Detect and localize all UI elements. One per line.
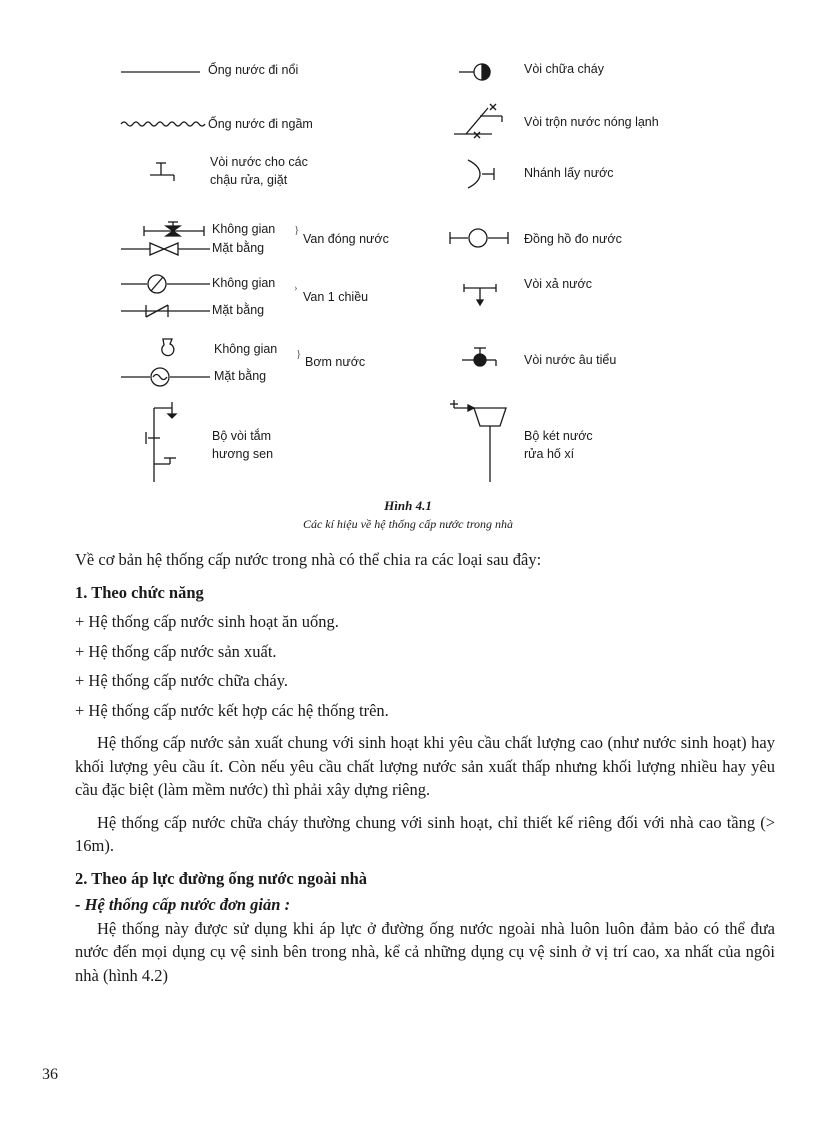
- subsection-heading: - Hệ thống cấp nước đơn giản :: [75, 895, 291, 914]
- label-mixing-faucet: Vòi trộn nước nóng lạnh: [524, 115, 659, 129]
- label-flush-tank-1: Bộ két nước: [524, 429, 593, 443]
- section-2-heading: 2. Theo áp lực đường ống nước ngoài nhà: [75, 868, 368, 888]
- label-pump-plan: Mặt bằng: [214, 369, 267, 383]
- shower-set-icon: [140, 400, 186, 486]
- label-check-valve: Van 1 chiều: [303, 290, 369, 304]
- brace: }: [296, 348, 302, 360]
- water-meter-icon: [448, 228, 512, 248]
- label-valve-space: Không gian: [212, 222, 276, 236]
- sink-faucet-icon: [148, 158, 182, 186]
- label-pump: Bơm nước: [305, 355, 366, 369]
- paragraph-simple-system: Hệ thống này được sử dụng khi áp lực ở đường ống nước ngoài nhà luôn luôn đảm bảo có thể đưa nước đến mọi dụng cụ vệ sinh bên trong nhà, kể cả những dụng cụ vệ sinh ở vị trí cao, xa nhất của ngôi nhà (hình 4.2): [75, 918, 775, 985]
- label-valve-plan: Mặt bằng: [212, 241, 265, 255]
- flush-tank-icon: [448, 398, 512, 486]
- paragraph-production: Hệ thống cấp nước sản xuất chung với sinh hoạt khi yêu cầu chất lượng cao (như nước sinh hoạt) hay khối lượng yêu cầu ít. Còn nếu yêu cầu chất lượng nước sản xuất thấp nhưng khối lượng nhiều hay yêu cầu đặc biệt (làm mềm nước) thì phải xây dựng riêng.: [75, 733, 775, 799]
- bullet-item: + Hệ thống cấp nước chữa cháy.: [75, 671, 289, 690]
- bullet-item: + Hệ thống cấp nước sinh hoạt ăn uống.: [75, 612, 339, 631]
- gate-valve-space-icon: [140, 222, 210, 238]
- pump-space-icon: [158, 336, 180, 358]
- mixing-faucet-icon: [452, 104, 508, 140]
- figure-subtitle: Các kí hiệu về hệ thống cấp nước trong nhà: [302, 517, 514, 531]
- intro-paragraph: Về cơ bản hệ thống cấp nước trong nhà có thể chia ra các loại sau đây:: [75, 550, 542, 569]
- label-drain-faucet: Vòi xả nước: [524, 277, 592, 291]
- brace: }: [294, 224, 300, 236]
- label-sink-faucet-2: chậu rửa, giặt: [210, 173, 288, 187]
- label-urinal-faucet: Vòi nước âu tiểu: [524, 353, 617, 367]
- brace: ›: [294, 282, 298, 294]
- label-surface-pipe: Ống nước đi nổi: [208, 63, 299, 77]
- label-fire-hydrant: Vòi chữa cháy: [524, 62, 604, 76]
- pump-plan-icon: [120, 366, 212, 388]
- label-sink-faucet-1: Vòi nước cho các: [210, 155, 308, 169]
- paragraph-fire: Hệ thống cấp nước chữa cháy thường chung với sinh hoạt, chỉ thiết kế riêng đối với nhà cao tầng (> 16m).: [75, 812, 775, 855]
- bullet-item: + Hệ thống cấp nước sản xuất.: [75, 641, 277, 661]
- label-pump-space: Không gian: [214, 342, 278, 356]
- surface-pipe-icon: [120, 62, 202, 78]
- buried-pipe-icon: [120, 116, 204, 130]
- branch-icon: [466, 158, 496, 192]
- label-buried-pipe: Ống nước đi ngầm: [208, 117, 313, 131]
- label-gate-valve: Van đóng nước: [303, 232, 389, 246]
- label-shower-2: hương sen: [212, 447, 274, 461]
- check-valve-space-icon: [120, 274, 212, 294]
- body-text: [75, 548, 775, 987]
- label-check-space: Không gian: [212, 276, 276, 290]
- label-flush-tank-2: rửa hố xí: [524, 447, 575, 461]
- gate-valve-plan-icon: [120, 240, 212, 256]
- check-valve-plan-icon: [120, 301, 212, 319]
- drain-faucet-icon: [460, 282, 500, 308]
- section-1-heading: 1. Theo chức năng: [75, 582, 204, 602]
- label-check-plan: Mặt bằng: [212, 303, 265, 317]
- label-water-meter: Đồng hồ đo nước: [524, 232, 622, 246]
- urinal-faucet-icon: [460, 346, 500, 370]
- label-branch: Nhánh lấy nước: [524, 166, 614, 180]
- fire-hydrant-icon: [458, 62, 494, 82]
- bullet-item: + Hệ thống cấp nước kết hợp các hệ thống trên.: [75, 700, 389, 720]
- figure-title: Hình 4.1: [384, 498, 432, 513]
- symbol-legend: [0, 0, 816, 500]
- page-number: 36: [42, 1066, 58, 1083]
- label-shower-1: Bộ vòi tắm: [212, 429, 272, 443]
